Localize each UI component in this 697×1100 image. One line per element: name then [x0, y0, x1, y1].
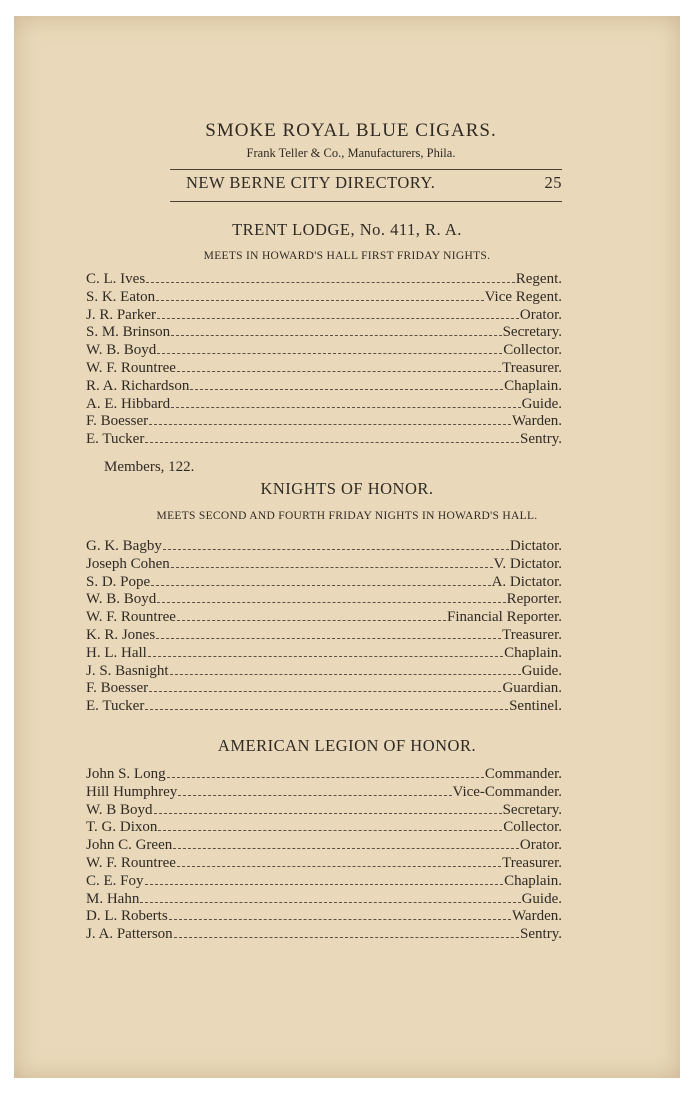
directory-title: NEW BERNE CITY DIRECTORY. — [186, 173, 436, 192]
leader-dots — [157, 602, 505, 603]
roster-row — [86, 324, 562, 342]
member-name: J. S. Basnight — [86, 662, 169, 679]
office-title: Sentry. — [520, 926, 562, 943]
leader-dots — [171, 407, 520, 408]
office-title: Dictator. — [509, 538, 562, 554]
member-name: J. R. Parker — [86, 306, 156, 323]
roster-row — [86, 307, 562, 325]
leader-dots — [174, 937, 519, 938]
member-name: S. K. Eaton — [86, 288, 156, 305]
leader-dots — [145, 709, 508, 710]
leader-dots — [146, 282, 515, 283]
member-name: Hill Humphrey — [86, 783, 178, 800]
office-title: Collector. — [503, 819, 562, 836]
office-title: Sentry. — [520, 431, 562, 448]
member-name: W. F. Rountree — [86, 854, 176, 871]
office-title: Treasurer. — [502, 854, 562, 871]
roster-row — [86, 396, 562, 414]
roster-row — [86, 627, 562, 645]
section-title-knights-of-honor: KNIGHTS OF HONOR. — [260, 479, 434, 498]
roster-row — [86, 855, 562, 873]
header-rule-bottom — [170, 201, 562, 202]
member-name: W. B Boyd — [86, 801, 153, 818]
roster-row — [86, 378, 562, 396]
member-name: S. M. Brinson — [86, 324, 171, 341]
leader-dots — [157, 318, 519, 319]
member-name: W. F. Rountree — [86, 359, 176, 376]
member-name: W. F. Rountree — [86, 609, 176, 626]
office-title: Warden. — [511, 908, 562, 925]
roster-row — [86, 802, 562, 820]
section-title-trent-lodge: TRENT LODGE, No. 411, R. A. — [232, 220, 462, 239]
leader-dots — [173, 848, 519, 849]
office-title: Reporter. — [506, 591, 562, 608]
directory-page — [14, 16, 680, 1078]
leader-dots — [149, 691, 501, 692]
running-header — [170, 173, 562, 199]
roster-row — [86, 784, 562, 802]
leader-dots — [170, 674, 521, 675]
roster-row — [86, 591, 562, 609]
member-name: A. E. Hibbard — [86, 395, 171, 412]
member-name: John C. Green — [86, 837, 173, 854]
office-title: Sentinel. — [509, 698, 562, 715]
office-title: Guardian. — [502, 680, 562, 697]
ad-subtitle: Frank Teller & Co., Manufacturers, Phila. — [246, 146, 456, 160]
header-rule-top — [170, 169, 562, 170]
member-name: E. Tucker — [86, 698, 145, 715]
leader-dots — [178, 795, 451, 796]
member-name: W. B. Boyd — [86, 342, 157, 359]
office-title: Financial Reporter. — [447, 609, 562, 626]
member-name: John S. Long — [86, 766, 166, 782]
member-name: F. Boesser — [86, 680, 149, 697]
meeting-note-knights-of-honor: MEETS SECOND AND FOURTH FRIDAY NIGHTS IN HOWARD'S HALL. — [156, 510, 538, 522]
section-title-american-legion: AMERICAN LEGION OF HONOR. — [217, 736, 477, 755]
roster-row — [86, 837, 562, 855]
leader-dots — [151, 585, 490, 586]
roster-row — [86, 342, 562, 360]
office-title: Guide. — [521, 395, 562, 412]
member-name: G. K. Bagby — [86, 538, 162, 554]
leader-dots — [157, 353, 502, 354]
roster-knights-of-honor — [86, 538, 562, 716]
office-title: A. Dictator. — [491, 573, 562, 590]
member-name: D. L. Roberts — [86, 908, 168, 925]
roster-row — [86, 663, 562, 681]
roster-row — [86, 556, 562, 574]
roster-row — [86, 819, 562, 837]
leader-dots — [145, 884, 504, 885]
leader-dots — [145, 442, 519, 443]
roster-row — [86, 538, 562, 556]
roster-row — [86, 289, 562, 307]
roster-row — [86, 609, 562, 627]
office-title: Commander. — [484, 766, 562, 782]
leader-dots — [169, 919, 511, 920]
office-title: V. Dictator. — [493, 555, 562, 572]
roster-row — [86, 766, 562, 784]
leader-dots — [149, 424, 511, 425]
meeting-note-trent-lodge: MEETS IN HOWARD'S HALL FIRST FRIDAY NIGHTS. — [203, 250, 491, 262]
leader-dots — [156, 300, 483, 301]
roster-row — [86, 271, 562, 289]
office-title: Chaplain. — [504, 377, 562, 394]
roster-row — [86, 574, 562, 592]
member-name: K. R. Jones — [86, 626, 156, 643]
roster-row — [86, 908, 562, 926]
leader-dots — [163, 549, 509, 550]
office-title: Treasurer. — [502, 359, 562, 376]
members-count: Members, 122. — [104, 459, 195, 475]
member-name: R. A. Richardson — [86, 377, 190, 394]
office-title: Chaplain. — [504, 644, 562, 661]
roster-row — [86, 431, 562, 449]
office-title: Secretary. — [502, 324, 562, 341]
leader-dots — [167, 777, 484, 778]
page-number: 25 — [544, 173, 562, 192]
leader-dots — [154, 813, 502, 814]
roster-row — [86, 698, 562, 716]
office-title: Guide. — [521, 890, 562, 907]
roster-row — [86, 360, 562, 378]
office-title: Guide. — [521, 662, 562, 679]
leader-dots — [171, 335, 501, 336]
member-name: C. L. Ives — [86, 271, 146, 287]
leader-dots — [177, 371, 501, 372]
office-title: Regent. — [515, 271, 562, 287]
roster-row — [86, 413, 562, 431]
office-title: Vice-Commander. — [452, 783, 562, 800]
office-title: Chaplain. — [504, 872, 562, 889]
office-title: Secretary. — [502, 801, 562, 818]
leader-dots — [148, 656, 503, 657]
roster-row — [86, 926, 562, 944]
member-name: H. L. Hall — [86, 644, 147, 661]
roster-row — [86, 645, 562, 663]
member-name: J. A. Patterson — [86, 926, 173, 943]
member-name: F. Boesser — [86, 413, 149, 430]
leader-dots — [158, 830, 502, 831]
leader-dots — [140, 902, 520, 903]
roster-trent-lodge — [86, 271, 562, 449]
member-name: E. Tucker — [86, 431, 145, 448]
leader-dots — [190, 389, 503, 390]
leader-dots — [177, 620, 446, 621]
member-name: M. Hahn — [86, 890, 140, 907]
member-name: Joseph Cohen — [86, 555, 170, 572]
roster-american-legion — [86, 766, 562, 944]
office-title: Orator. — [519, 306, 562, 323]
member-name: W. B. Boyd — [86, 591, 157, 608]
office-title: Collector. — [503, 342, 562, 359]
roster-row — [86, 680, 562, 698]
member-name: C. E. Foy — [86, 872, 144, 889]
office-title: Vice Regent. — [484, 288, 562, 305]
leader-dots — [171, 567, 493, 568]
office-title: Warden. — [511, 413, 562, 430]
roster-row — [86, 873, 562, 891]
roster-row — [86, 891, 562, 909]
ad-title: SMOKE ROYAL BLUE CIGARS. — [205, 120, 497, 141]
leader-dots — [156, 638, 501, 639]
office-title: Treasurer. — [502, 626, 562, 643]
office-title: Orator. — [519, 837, 562, 854]
member-name: S. D. Pope — [86, 573, 151, 590]
member-name: T. G. Dixon — [86, 819, 158, 836]
leader-dots — [177, 866, 501, 867]
